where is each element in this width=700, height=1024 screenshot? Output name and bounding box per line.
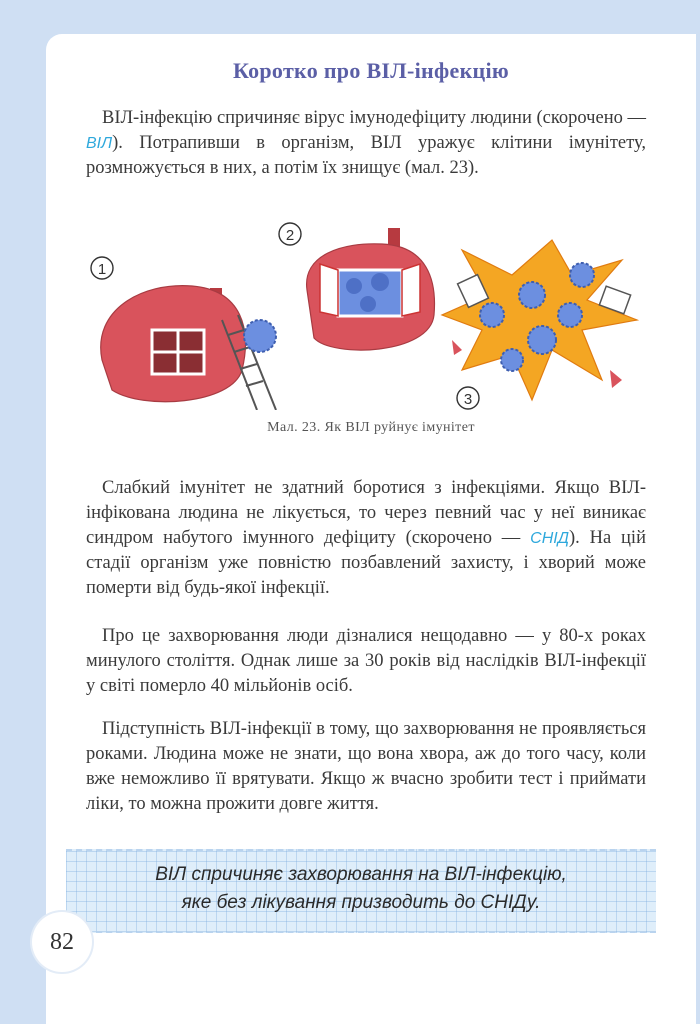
page-title: Коротко про ВІЛ-інфекцію	[232, 58, 510, 83]
house-2	[307, 228, 435, 350]
paragraph-history: Про це захворювання люди дізналися нещодавно — у 80-х роках минулого століття. Однак лише за 30 років від наслідків ВІЛ-інфекції у світі померло 40 мільйонів осіб.	[86, 626, 646, 696]
aids-abbreviation: СНІД	[530, 530, 569, 547]
key-note-line-1: ВІЛ спричиняє захворювання на ВІЛ-інфекцію,	[155, 864, 567, 885]
svg-text:1: 1	[97, 261, 107, 278]
figure-caption: Мал. 23. Як ВІЛ руйнує імунітет	[267, 420, 475, 435]
key-note-text	[66, 861, 656, 917]
virus-climbing	[244, 320, 276, 352]
key-note-line-2: яке без лікування призводить до СНІДу.	[181, 892, 541, 913]
paragraph-aids-end: ). На цій стадії організм уже повністю позбавлений захисту, і хворий може померти від будь-якої інфекції.	[86, 528, 646, 598]
intro-text-start: ВІЛ-інфекцію спричиняє вірус імунодефіциту людини (скорочено —	[102, 108, 646, 128]
hiv-abbreviation: ВІЛ	[86, 135, 113, 152]
step-1-marker	[91, 257, 113, 279]
paragraph-danger: Підступність ВІЛ-інфекції в тому, що захворювання не проявляється роками. Людина може не знати, що вона хвора, аж до того часу, коли вже неможливо її врятувати. Якщо ж вчасно зробити тест і приймати ліки, то можна прожити довге життя.	[86, 719, 646, 814]
step-3-marker	[457, 387, 479, 409]
house-1	[101, 286, 246, 402]
svg-text:3: 3	[463, 391, 473, 408]
textbook-page	[46, 34, 696, 1024]
intro-text-end: ). Потрапивши в організм, ВІЛ уражує клітини імунітету, розмножується в них, а потім їх знищує (мал. 23).	[86, 133, 646, 178]
hiv-illustration	[82, 220, 642, 410]
explosion	[442, 240, 637, 400]
paragraph-aids	[86, 476, 646, 601]
page-number: 82	[32, 912, 92, 972]
key-note-box	[66, 849, 656, 933]
paragraph-aids-start: Слабкий імунітет не здатний боротися з інфекціями. Якщо ВІЛ-інфікована людина не лікується, то через певний час у неї виникає синдром набутого імунного дефіциту (скорочено —	[86, 478, 646, 548]
svg-text:2: 2	[285, 227, 295, 244]
intro-paragraph	[86, 106, 646, 181]
step-2-marker	[279, 223, 301, 245]
